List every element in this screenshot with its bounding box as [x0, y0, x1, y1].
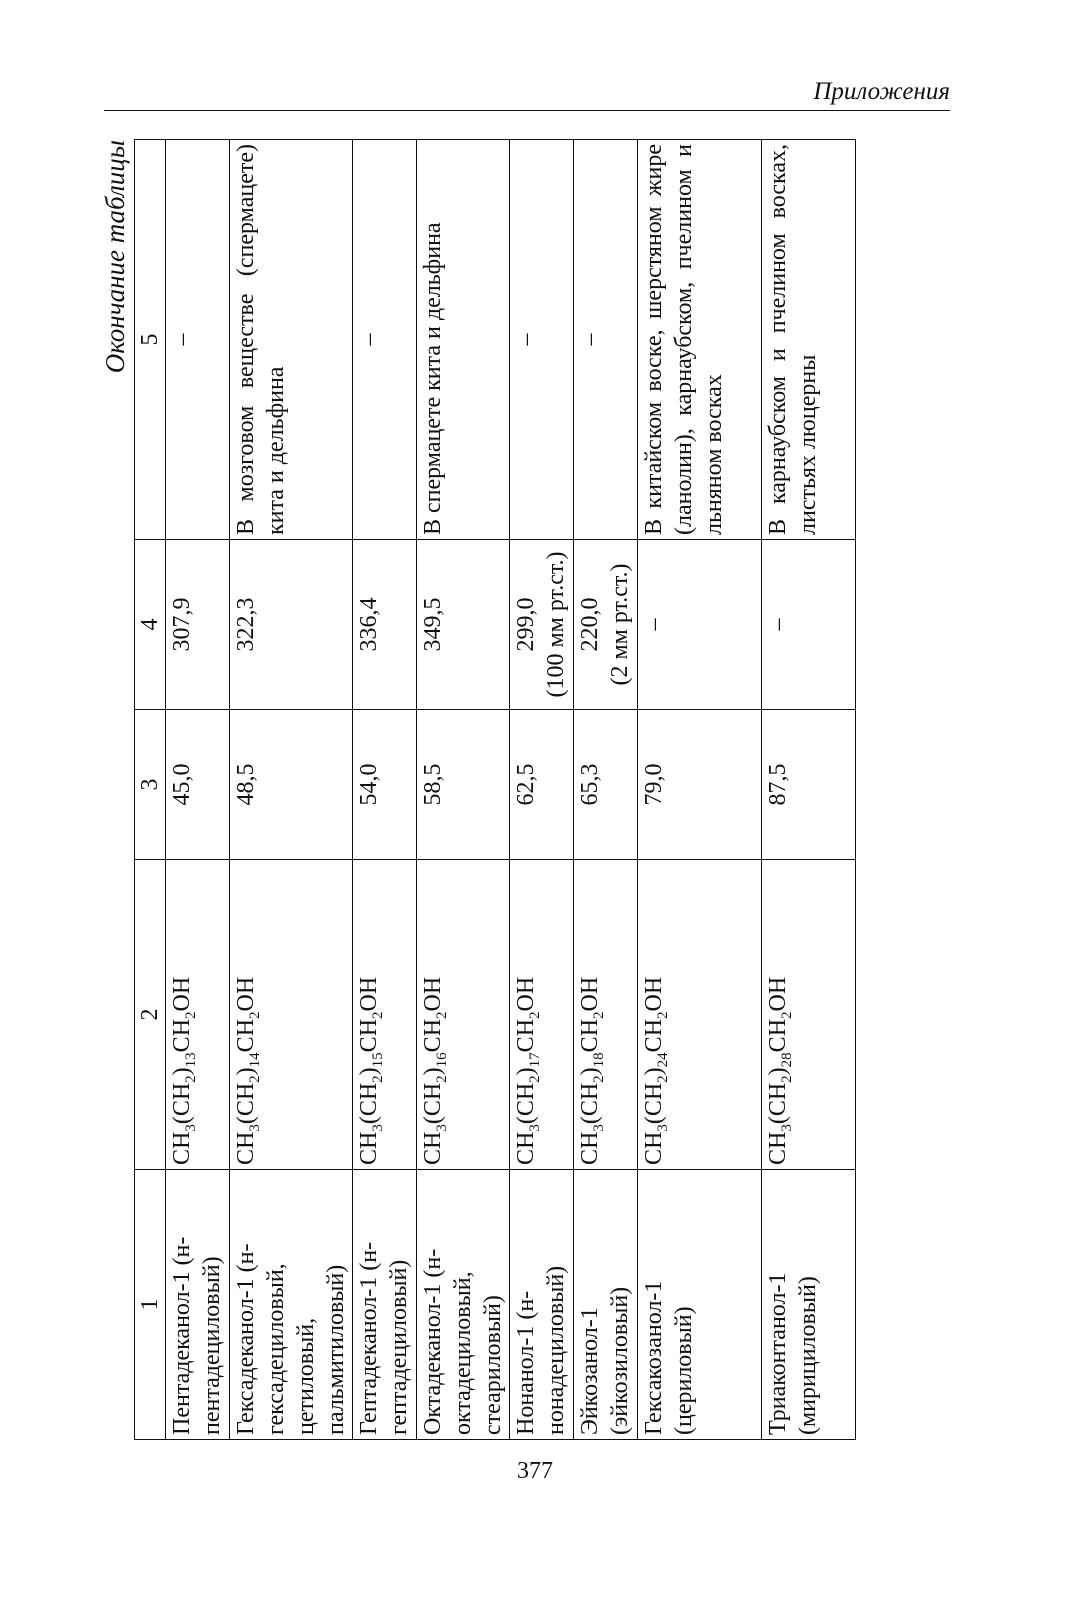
formula-part: OH: [577, 976, 603, 1012]
formula-part: ): [169, 1067, 195, 1076]
formula-part: ): [641, 1067, 667, 1076]
formula-part: (CH: [233, 1082, 259, 1125]
formula-part: CH: [233, 1018, 259, 1053]
boiling-point: 299,0: [513, 597, 539, 652]
formula-subscript: 2: [369, 1075, 386, 1083]
column-header: 4: [135, 540, 166, 710]
boiling-point: 349,5: [420, 597, 446, 652]
formula-cell: [510, 860, 574, 1170]
melting-point: 54,0: [356, 763, 382, 806]
header-rule: [104, 110, 950, 111]
alcohol-name-cell: [230, 1170, 353, 1440]
formula-part: ): [765, 1067, 791, 1076]
table-row: [762, 140, 856, 1440]
boiling-point-cell: [417, 540, 510, 710]
boiling-point: 322,3: [233, 597, 259, 652]
formula-cell: [353, 860, 417, 1170]
formula-subscript: 2: [654, 1075, 671, 1083]
alcohol-name: Пентадеканол-1 (н-пентадециловый): [169, 1236, 225, 1435]
table-row: [638, 140, 762, 1440]
formula-part: CH: [356, 1018, 382, 1053]
formula-subscript: 2: [778, 1011, 795, 1019]
formula-part: CH: [420, 1018, 446, 1053]
running-head: Приложения: [813, 78, 950, 105]
formula-part: (CH: [420, 1082, 446, 1125]
occurrence-text: В мозговом веществе (спермацете) кита и дельфина: [233, 144, 289, 535]
formula-part: CH: [420, 1131, 446, 1165]
melting-point-cell: [230, 710, 353, 860]
occurrence-text: –: [513, 333, 539, 346]
formula-subscript: 18: [590, 1052, 607, 1068]
melting-point-cell: [574, 710, 638, 860]
formula-subscript: 3: [778, 1124, 795, 1132]
alcohol-name-cell: [510, 1170, 574, 1440]
formula-part: (CH: [169, 1082, 195, 1125]
table-row: [574, 140, 638, 1440]
formula-subscript: 2: [182, 1075, 199, 1083]
formula-part: ): [233, 1067, 259, 1076]
formula-part: CH: [641, 1131, 667, 1165]
formula-cell: [574, 860, 638, 1170]
formula-subscript: 24: [654, 1052, 671, 1068]
formula-subscript: 3: [526, 1124, 543, 1132]
boiling-point-cell: [353, 540, 417, 710]
occurrence-cell: [417, 140, 510, 540]
column-header: 5: [135, 140, 166, 540]
formula-cell: [230, 860, 353, 1170]
formula-subscript: 2: [590, 1011, 607, 1019]
boiling-point: 307,9: [169, 597, 195, 652]
page-number: 377: [517, 1458, 553, 1484]
table-body: [166, 140, 856, 1440]
formula-subscript: 2: [654, 1011, 671, 1019]
formula-subscript: 3: [433, 1124, 450, 1132]
formula-subscript: 15: [369, 1052, 386, 1068]
alcohol-name-cell: [638, 1170, 762, 1440]
melting-point-cell: [353, 710, 417, 860]
formula-subscript: 2: [182, 1011, 199, 1019]
alcohol-name-cell: [166, 1170, 230, 1440]
formula-part: CH: [169, 1131, 195, 1165]
boiling-pressure-note: (100 мм рт.ст.): [543, 551, 569, 698]
formula-subscript: 3: [654, 1124, 671, 1132]
table-row: [230, 140, 353, 1440]
alcohol-name: Нонанол-1 (н-нонадециловый): [513, 1265, 569, 1435]
alcohol-name-cell: [574, 1170, 638, 1440]
formula-part: ): [513, 1067, 539, 1076]
melting-point: 79,0: [641, 763, 667, 806]
formula-subscript: 2: [778, 1075, 795, 1083]
formula-part: ): [420, 1067, 446, 1076]
alcohol-name: Октадеканол-1 (н-октадециловый, стеариловый): [420, 1248, 506, 1435]
boiling-point-cell: [166, 540, 230, 710]
formula-subscript: 2: [246, 1011, 263, 1019]
table-header-row: [135, 140, 166, 1440]
formula-subscript: 2: [433, 1011, 450, 1019]
alcohol-name-cell: [353, 1170, 417, 1440]
formula-part: CH: [577, 1131, 603, 1165]
formula-part: ): [356, 1067, 382, 1076]
boiling-point: –: [765, 618, 791, 631]
formula-part: CH: [356, 1131, 382, 1165]
formula-part: (CH: [577, 1082, 603, 1125]
formula-part: OH: [513, 976, 539, 1012]
occurrence-cell: [166, 140, 230, 540]
formula-part: CH: [513, 1018, 539, 1053]
occurrence-text: В китайском воске, шерстяном жире (ланолин), карнаубском, пчелином и льняном восках: [641, 144, 727, 535]
formula-part: CH: [577, 1018, 603, 1053]
boiling-point-cell: [574, 540, 638, 710]
rotated-table-block: [100, 140, 820, 1440]
formula-part: OH: [233, 976, 259, 1012]
boiling-point-cell: [638, 540, 762, 710]
formula-part: CH: [169, 1018, 195, 1053]
occurrence-cell: [574, 140, 638, 540]
occurrence-text: В карнаубском и пчелином восках, листьях люцерны: [765, 144, 821, 535]
formula-part: ): [577, 1067, 603, 1076]
alcohol-name: Триаконтанол-1 (мирициловый): [765, 1272, 821, 1435]
boiling-point: 336,4: [356, 597, 382, 652]
formula-part: OH: [420, 976, 446, 1012]
alcohols-table: [134, 139, 856, 1440]
alcohol-name: Гептадеканол-1 (н-гептадециловый): [356, 1241, 412, 1435]
formula-part: (CH: [513, 1082, 539, 1125]
formula-subscript: 2: [526, 1011, 543, 1019]
boiling-point: –: [641, 618, 667, 631]
formula-cell: [638, 860, 762, 1170]
occurrence-text: –: [577, 333, 603, 346]
formula-subscript: 2: [369, 1011, 386, 1019]
boiling-pressure-note: (2 мм рт.ст.): [607, 563, 633, 686]
boiling-point: 220,0: [577, 597, 603, 652]
formula-subscript: 2: [433, 1075, 450, 1083]
formula-subscript: 17: [526, 1052, 543, 1068]
formula-part: (CH: [765, 1082, 791, 1125]
formula-part: CH: [233, 1131, 259, 1165]
formula-subscript: 3: [369, 1124, 386, 1132]
formula-part: CH: [641, 1018, 667, 1053]
table-continuation-title: Окончание таблицы: [100, 140, 130, 374]
formula-part: (CH: [356, 1082, 382, 1125]
melting-point: 65,3: [577, 763, 603, 806]
formula-subscript: 3: [590, 1124, 607, 1132]
melting-point: 62,5: [513, 763, 539, 806]
table-row: [353, 140, 417, 1440]
formula-part: (CH: [641, 1082, 667, 1125]
occurrence-cell: [230, 140, 353, 540]
formula-subscript: 3: [246, 1124, 263, 1132]
melting-point-cell: [638, 710, 762, 860]
alcohol-name-cell: [417, 1170, 510, 1440]
occurrence-text: –: [356, 333, 382, 346]
table-row: [166, 140, 230, 1440]
melting-point-cell: [166, 710, 230, 860]
alcohol-name: Гексадеканол-1 (н-гексадециловый, цетиловый, пальмитиловый): [233, 1243, 349, 1435]
formula-cell: [417, 860, 510, 1170]
formula-part: CH: [513, 1131, 539, 1165]
formula-subscript: 13: [182, 1052, 199, 1068]
formula-subscript: 2: [526, 1075, 543, 1083]
formula-subscript: 2: [246, 1075, 263, 1083]
table-row: [510, 140, 574, 1440]
melting-point-cell: [762, 710, 856, 860]
formula-part: CH: [765, 1018, 791, 1053]
column-header: 1: [135, 1170, 166, 1440]
formula-subscript: 3: [182, 1124, 199, 1132]
boiling-point-cell: [510, 540, 574, 710]
table-row: [417, 140, 510, 1440]
formula-subscript: 16: [433, 1052, 450, 1068]
occurrence-cell: [762, 140, 856, 540]
formula-cell: [762, 860, 856, 1170]
melting-point: 48,5: [233, 763, 259, 806]
formula-part: OH: [169, 976, 195, 1012]
formula-part: OH: [765, 976, 791, 1012]
formula-subscript: 14: [246, 1052, 263, 1068]
melting-point-cell: [510, 710, 574, 860]
occurrence-text: –: [169, 333, 195, 346]
formula-part: OH: [641, 976, 667, 1012]
boiling-point-cell: [230, 540, 353, 710]
column-header: 3: [135, 710, 166, 860]
melting-point-cell: [417, 710, 510, 860]
occurrence-text: В спермацете кита и дельфина: [420, 222, 446, 535]
formula-subscript: 28: [778, 1052, 795, 1068]
formula-cell: [166, 860, 230, 1170]
boiling-point-cell: [762, 540, 856, 710]
melting-point: 45,0: [169, 763, 195, 806]
occurrence-cell: [353, 140, 417, 540]
melting-point: 87,5: [765, 763, 791, 806]
melting-point: 58,5: [420, 763, 446, 806]
occurrence-cell: [510, 140, 574, 540]
formula-part: OH: [356, 976, 382, 1012]
alcohol-name: Гексакозанол-1 (цериловый): [641, 1280, 697, 1435]
alcohol-name: Эйкозанол-1 (эйкозиловый): [577, 1286, 633, 1435]
column-header: 2: [135, 860, 166, 1170]
formula-subscript: 2: [590, 1075, 607, 1083]
alcohol-name-cell: [762, 1170, 856, 1440]
occurrence-cell: [638, 140, 762, 540]
formula-part: CH: [765, 1131, 791, 1165]
